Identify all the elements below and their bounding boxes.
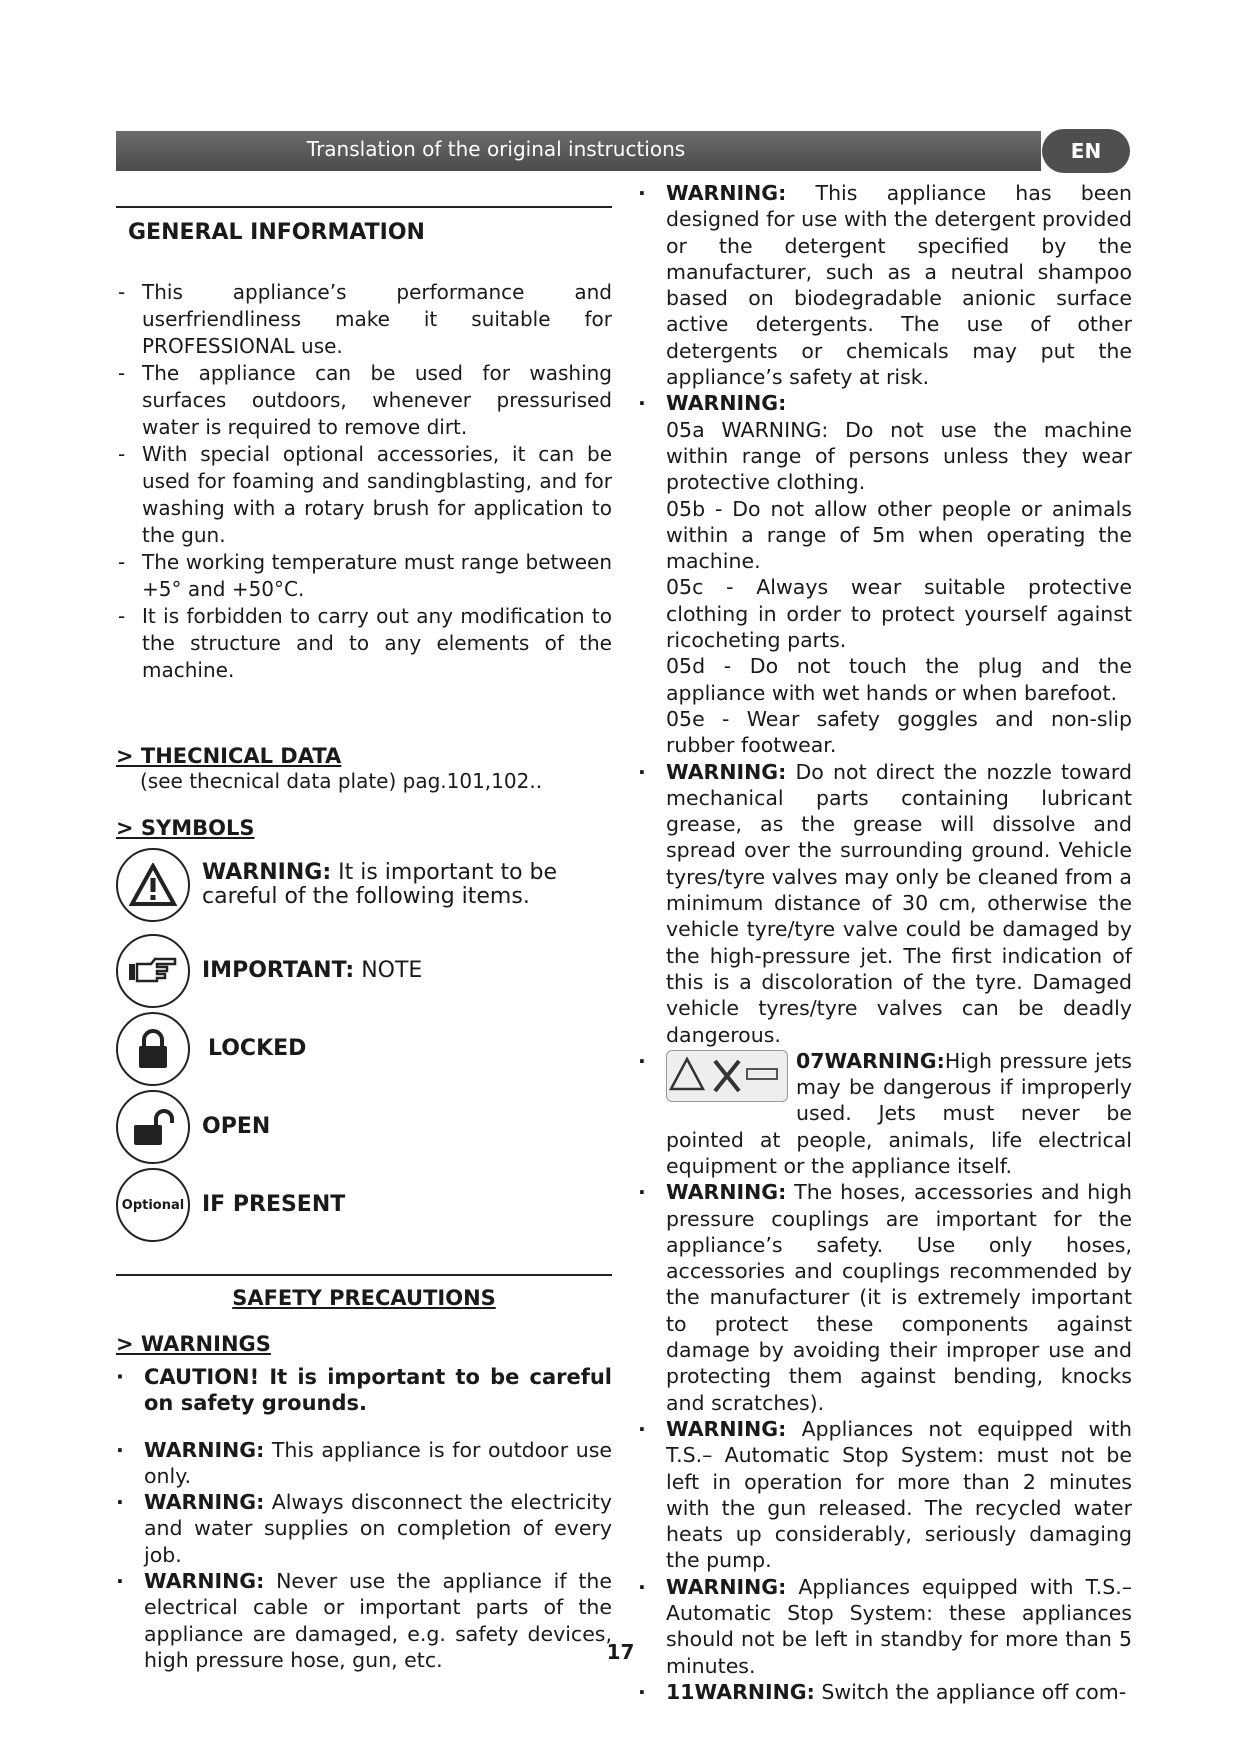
caution-item: · CAUTION! It is important to be careful on safety grounds. (116, 1364, 612, 1417)
list-item: - The appliance can be used for washing surfaces outdoors, whenever pressurised water is required to remove dirt. (116, 360, 612, 441)
warning-text: High pressure jets may be dangerous if improperly used. Jets must never be pointed at people, animals, life electrical equipment or the appliance itself. (666, 1048, 1132, 1178)
sub-item: 05e - Wear safety goggles and non-slip rubber footwear. (666, 706, 1132, 758)
warning-text: This appliance is for outdoor use only. (144, 1437, 612, 1488)
warning-text: Appliances equipped with T.S.– Automatic Stop System: these appliances should not be left in standby for more than 5 minutes. (666, 1574, 1132, 1678)
important-label: IMPORTANT: (202, 958, 355, 983)
list-item: - It is forbidden to carry out any modification to the structure and to any elements of the machine. (116, 603, 612, 684)
symbol-warning (116, 846, 612, 924)
if-present-label: IF PRESENT (202, 1192, 346, 1217)
sub-item: 05c - Always wear suitable protective clothing in order to protect yourself against ricocheting parts. (666, 575, 1132, 653)
symbol-optional (116, 1166, 612, 1244)
list-item: - This appliance’s performance and userfriendliness make it suitable for PROFESSIONAL use. (116, 279, 612, 360)
locked-padlock-icon (116, 1012, 190, 1086)
list-item (116, 1437, 612, 1490)
symbol-important (116, 932, 612, 1010)
warning-label: WARNING: (144, 1437, 265, 1462)
warning-text: The hoses, accessories and high pressure couplings are important for the appliance’s safety. Use only hoses, accessories and couplings recommended by the manufacturer (it is extremely important to protect these components against damage by avoiding their improper use and protecting them against bending, knocks and scratches). (666, 1180, 1132, 1415)
list-item (116, 1489, 612, 1568)
warning-label: WARNING: (144, 1569, 265, 1594)
page-number: 17 (606, 1640, 635, 1664)
list-item (638, 759, 1132, 1048)
list-item (638, 1416, 1132, 1574)
right-column (638, 180, 1132, 1705)
symbols-heading: > SYMBOLS (116, 816, 255, 840)
caution-list (116, 1364, 612, 1417)
warning-label: WARNING: (666, 759, 787, 784)
open-label: OPEN (202, 1114, 271, 1139)
warning-label: WARNING: (666, 181, 787, 205)
divider (116, 206, 612, 208)
divider (116, 1274, 612, 1276)
technical-section (116, 744, 612, 794)
warning-label: WARNING: (202, 860, 332, 885)
open-padlock-icon (116, 1090, 190, 1164)
warning-label: 11WARNING: (666, 1679, 815, 1704)
list-item (638, 390, 1132, 758)
warning-label: WARNING: (666, 1180, 787, 1205)
sub-item: 05b - Do not allow other people or animals within a range of 5m when operating the machine. (666, 496, 1132, 574)
list-item: - With special optional accessories, it can be used for foaming and sandingblasting, and for washing with a rotary brush for application to the gun. (116, 441, 612, 549)
list-item (638, 180, 1132, 390)
symbol-locked (116, 1010, 612, 1088)
header-bar (116, 131, 1041, 171)
list-item (638, 1679, 1132, 1705)
list-item: - The working temperature must range between +5° and +50°C. (116, 549, 612, 603)
warning-label: 07WARNING: (796, 1048, 945, 1073)
warning-text: Do not direct the nozzle toward mechanical parts containing lubricant grease, as the grease will dissolve and spread over the surrounding ground. Vehicle tyres/tyre valves may only be cleaned from a minimum distance of 30 cm, otherwise the vehicle tyre/tyre valve could be damaged by the high-pressure jet. The first indication of this is a discoloration of the tyre. Damaged vehicle tyres/tyre valves can be deadly dangerous. (666, 759, 1132, 1047)
warnings-heading: > WARNINGS (116, 1332, 271, 1356)
optional-icon-text: Optional (121, 1197, 185, 1213)
warning-label: WARNING: (666, 1574, 787, 1599)
right-warnings-list (638, 180, 1132, 1705)
general-title: GENERAL INFORMATION (128, 220, 425, 245)
technical-text: (see thecnical data plate) pag.101,102.. (140, 769, 543, 793)
sub-item: 05a WARNING: Do not use the machine within range of persons unless they wear protective clothing. (666, 417, 1132, 495)
left-column (116, 180, 612, 1673)
warning-triangle-icon (116, 848, 190, 922)
safety-title: SAFETY PRECAUTIONS (232, 1286, 496, 1310)
warning-text: Always disconnect the electricity and water supplies on completion of every job. (144, 1490, 612, 1567)
jet-warning-icon (666, 1050, 788, 1102)
list-item (638, 1179, 1132, 1416)
symbols-section (116, 816, 612, 1244)
language-badge: EN (1042, 129, 1130, 173)
header-title: Translation of the original instructions (306, 137, 686, 161)
warning-text: Switch the appliance off com- (821, 1679, 1127, 1704)
left-warnings-list (116, 1437, 612, 1674)
important-text: NOTE (361, 958, 423, 983)
pointing-hand-icon (116, 934, 190, 1008)
locked-label: LOCKED (208, 1036, 307, 1061)
sub-item: 05d - Do not touch the plug and the appliance with wet hands or when barefoot. (666, 654, 1132, 705)
warning-text: It is important to be careful of the following items. (202, 860, 558, 909)
warning-label: WARNING: (666, 1416, 787, 1441)
warning-label: WARNING: (144, 1490, 265, 1515)
warning-text: Never use the appliance if the electrical cable or important parts of the appliance are damaged, e.g. safety devices, high pressure hose, gun, etc. (144, 1569, 612, 1672)
technical-heading: > THECNICAL DATA (116, 744, 342, 768)
symbol-open (116, 1088, 612, 1166)
warning-label: WARNING: (666, 391, 787, 416)
optional-icon (116, 1168, 190, 1242)
general-list (116, 279, 612, 684)
warning-text: This appliance has been designed for use with the detergent provided or the detergent specified by the manufacturer, such as a neutral shampoo based on biodegradable anionic surface active detergents. The use of other detergents or chemicals may put the appliance’s safety at risk. (666, 181, 1132, 390)
warning-text: Appliances not equipped with T.S.– Automatic Stop System: must not be left in operation for more than 2 minutes with the gun released. The recycled water heats up considerably, seriously damaging the pump. (666, 1416, 1132, 1573)
list-item (638, 1048, 1132, 1179)
